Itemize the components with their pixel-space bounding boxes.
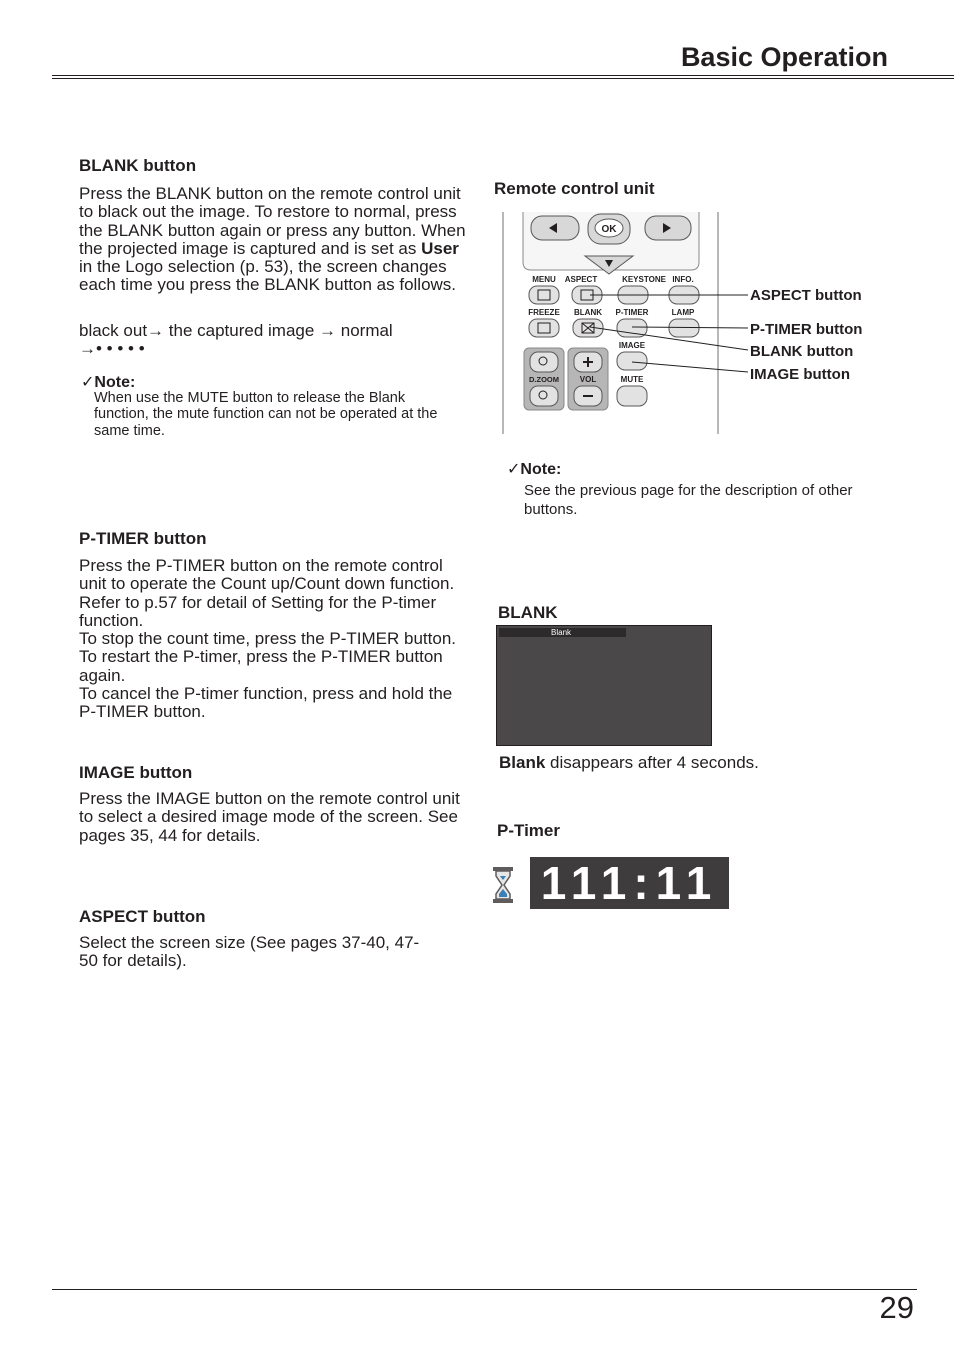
remote-note-title: Note: [520, 461, 562, 478]
vol-label: VOL [579, 375, 597, 384]
blank-label: BLANK [574, 308, 602, 317]
menu-label: MENU [532, 275, 556, 284]
blank-text-2: in the Logo selection (p. 53), the screen changes each time you press the BLANK button as follows. [79, 257, 457, 295]
blank-screen-preview [496, 625, 712, 746]
blank-display-title: BLANK [498, 603, 558, 622]
blank-caption-rest: disappears after 4 seconds. [545, 753, 759, 772]
aspect-section-title: ASPECT button [79, 907, 206, 926]
ok-label: OK [601, 224, 617, 235]
image-section-text: Press the IMAGE button on the remote control unit to select a desired image mode of the screen. See pages 35, 44 for details. [79, 789, 460, 845]
ptimer-label: P-TIMER [615, 308, 649, 317]
page-number: 29 [879, 1290, 914, 1325]
blank-caption [499, 754, 759, 772]
blank-sequence-line1: black out→ the captured image → normal [79, 321, 393, 340]
aspect-label: ASPECT [564, 275, 598, 284]
callout-aspect-button: ASPECT button [750, 287, 862, 304]
mute-label: MUTE [620, 375, 644, 384]
aspect-section-text: Select the screen size (See pages 37-40, 47-50 for details). [79, 933, 420, 971]
callout-ptimer-button: P-TIMER button [750, 321, 863, 338]
keystone-label: KEYSTONE [622, 275, 666, 284]
ptimer-stop: To stop the count time, press the P-TIMER button. [79, 629, 457, 649]
blank-note-title: Note: [94, 374, 136, 391]
ptimer-display-value: 111:11 [530, 857, 729, 909]
blank-sequence-line2: →• • • • • [79, 339, 145, 359]
remote-note-text: See the previous page for the description of other buttons. [524, 482, 853, 518]
blank-text-bold: User [421, 238, 459, 258]
dzoom-label: D.ZOOM [529, 375, 559, 384]
hourglass-icon [491, 866, 515, 904]
ptimer-text: Press the P-TIMER button on the remote control unit to operate the Count up/Count down function. Refer to p.57 for detail of Setting for the P-timer function. [79, 556, 455, 630]
blank-section-title: BLANK button [79, 156, 197, 175]
remote-note-heading [507, 459, 561, 479]
remote-title: Remote control unit [494, 179, 655, 198]
ptimer-section-title: P-TIMER button [79, 529, 207, 548]
image-section-title: IMAGE button [79, 763, 193, 782]
check-icon: ✓ [507, 461, 521, 478]
footer-rule [52, 1289, 917, 1290]
callout-blank-button: BLANK button [750, 343, 854, 360]
ptimer-cancel: To cancel the P-timer function, press and hold the P-TIMER button. [79, 684, 453, 722]
ptimer-restart: To restart the P-timer, press the P-TIMER button again. [79, 647, 443, 685]
lamp-label: LAMP [671, 308, 695, 317]
callout-image-button: IMAGE button [750, 366, 850, 383]
blank-note-text: When use the MUTE button to release the Blank function, the mute function can not be operated at the same time. [94, 390, 438, 439]
blank-text-1: Press the BLANK button on the remote control unit to black out the image. To restore to normal, press the BLANK button again or press any button. When the projected image is captured and is set as [79, 184, 466, 258]
image-label: IMAGE [618, 341, 646, 350]
freeze-label: FREEZE [528, 308, 560, 317]
ptimer-display-title: P-Timer [497, 821, 560, 840]
blank-caption-bold: Blank [499, 753, 546, 772]
page-header-title: Basic Operation [680, 42, 888, 72]
check-icon: ✓ [81, 374, 95, 391]
info-label: INFO. [672, 275, 694, 284]
blank-screen-bar: Blank [499, 628, 626, 637]
